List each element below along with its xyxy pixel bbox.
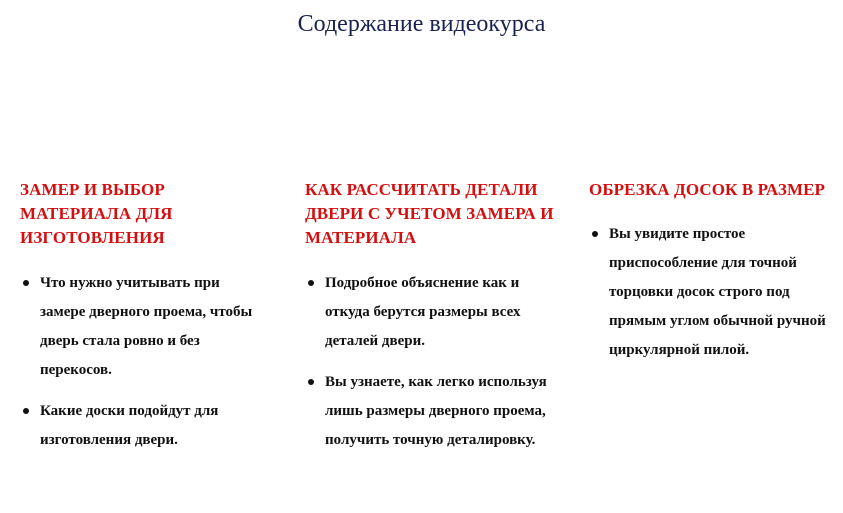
list-item-text: Что нужно учитывать при замере дверного проема, чтобы дверь стала ровно и без перекосов. [40,275,253,378]
list-item [305,269,560,356]
section-heading: ОБРЕЗКА ДОСОК В РАЗМЕР [589,180,826,199]
section-heading: ЗАМЕР И ВЫБОР МАТЕРИАЛА ДЛЯ ИЗГОТОВЛЕНИЯ [20,180,173,247]
page-title: Содержание видеокурса [297,11,546,37]
section-bullet-list [589,220,834,365]
list-item [20,269,265,385]
list-item [305,368,560,455]
list-item [589,220,834,365]
bullet-icon [592,231,598,237]
list-item [20,397,265,455]
list-item-text: Подробное объяснение как и откуда берутся размеры всех деталей двери. [325,275,521,349]
bullet-icon [23,280,29,286]
section-heading: КАК РАССЧИТАТЬ ДЕТАЛИ ДВЕРИ С УЧЕТОМ ЗАМЕРА И МАТЕРИАЛА [305,180,554,247]
bullet-icon [308,280,314,286]
course-section-cutting [589,178,834,377]
course-section-calculation [305,178,560,467]
bullet-icon [308,379,314,385]
bullet-icon [23,408,29,414]
list-item-text: Какие доски подойдут для изготовления двери. [40,403,219,448]
section-bullet-list [305,269,560,455]
list-item-text: Вы увидите простое приспособление для точной торцовки досок строго под прямым углом обычной ручной циркулярной пилой. [609,226,826,358]
course-section-measurement [20,178,265,467]
list-item-text: Вы узнаете, как легко используя лишь размеры дверного проема, получить точную деталировку. [325,374,547,448]
section-bullet-list [20,269,265,455]
